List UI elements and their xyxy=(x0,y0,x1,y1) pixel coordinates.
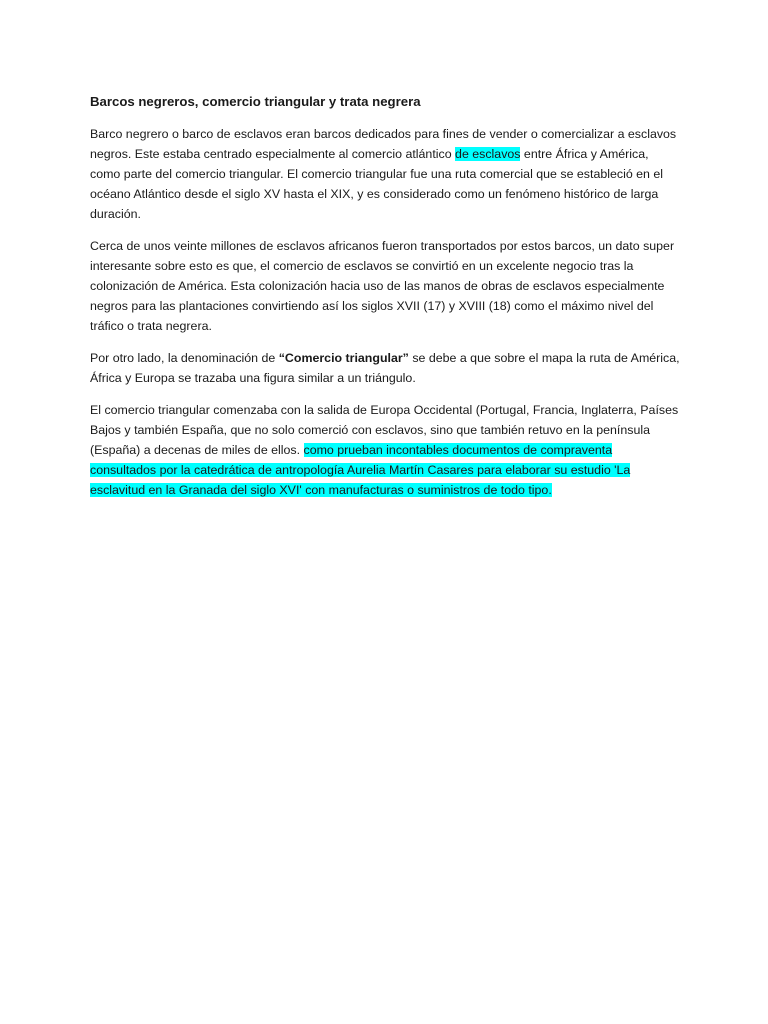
paragraph-1 xyxy=(90,124,680,224)
paragraph-1-text-a: Barco negrero o barco de esclavos eran barcos dedicados para fines de vender o comercializar a esclavos negros. Este estaba centrado especialmente al comercio atlántico xyxy=(90,127,677,161)
paragraph-2: Cerca de unos veinte millones de esclavos africanos fueron transportados por estos barcos, un dato super interesante sobre esto es que, el comercio de esclavos se convirtió en un excelente negocio tras la colonización de América. Esta colonización hacia uso de las manos de obras de esclavos especialmente negros para las plantaciones convirtiendo así los siglos XVII (17) y XVIII (18) como el máximo nivel del tráfico o trata negrera. xyxy=(90,239,675,333)
paragraph-4-text-a: El comercio triangular comenzaba con la salida de Europa Occidental (Portugal, Francia, Inglaterra, Países Bajos y también España, que no solo comerció con esclavos, sino que también retuvo en la península (España) a decenas de miles de ellos. xyxy=(90,403,679,457)
paragraph-3-text-b: se debe a que sobre el mapa la ruta de América, África y Europa se trazaba una figura similar a un triángulo. xyxy=(90,351,680,385)
paragraph-3 xyxy=(90,348,680,388)
document-page xyxy=(90,92,680,512)
document-title: Barcos negreros, comercio triangular y trata negrera xyxy=(90,94,421,109)
bold-term: “Comercio triangular” xyxy=(278,351,409,365)
paragraph-4 xyxy=(90,400,680,500)
paragraph-1-text-b: entre África y América, como parte del comercio triangular. El comercio triangular fue una ruta comercial que se estableció en el océano Atlántico desde el siglo XV hasta el XIX, y es considerado como un fenómeno histórico de larga duración. xyxy=(90,147,664,221)
paragraph-3-text-a: Por otro lado, la denominación de xyxy=(90,351,279,365)
highlighted-text: como prueban incontables documentos de compraventa consultados por la catedrática de antropología Aurelia Martín Casares para elaborar su estudio 'La esclavitud en la Granada del siglo XVI' con manufacturas o suministros de todo tipo. xyxy=(90,443,631,497)
highlighted-text: de esclavos xyxy=(455,147,521,161)
